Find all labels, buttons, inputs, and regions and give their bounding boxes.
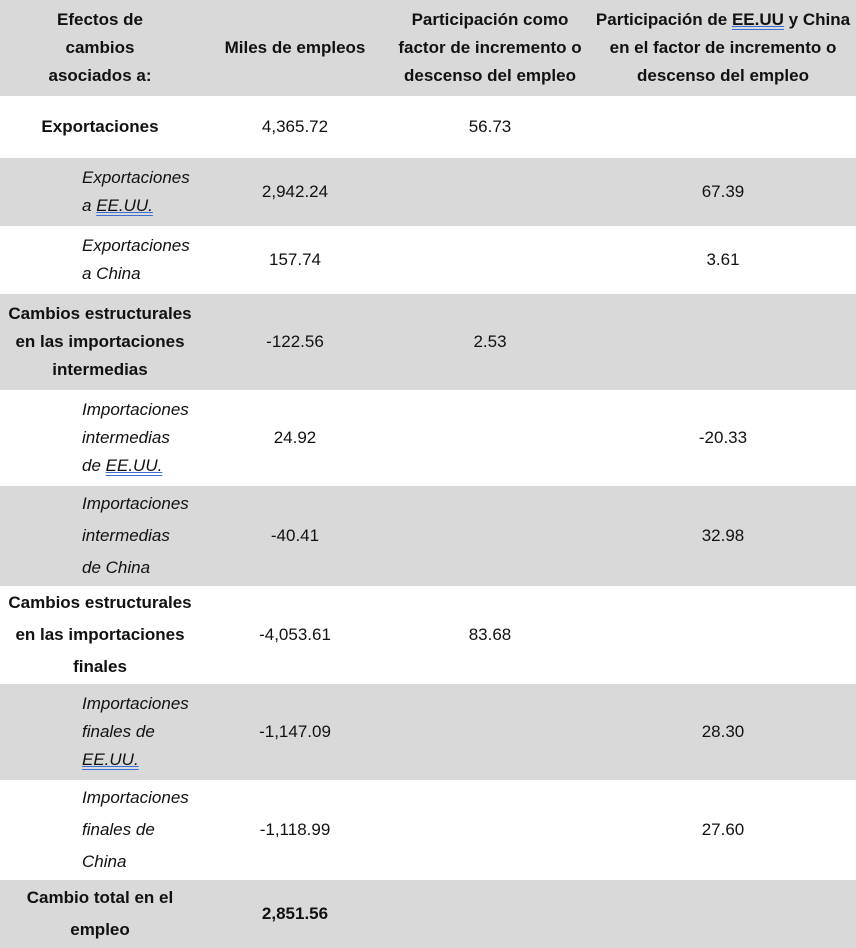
table-row <box>0 486 856 586</box>
row-label: Cambios estructurales en las importaciones finales <box>8 593 192 676</box>
row-label: Importaciones intermedias de China <box>0 486 200 586</box>
table-row <box>0 586 856 684</box>
label-text-underlined: EE.UU. <box>96 196 153 215</box>
cell-part: 56.73 <box>468 117 512 136</box>
label-text: Importaciones finales de <box>82 694 189 741</box>
cell-part-us-cn <box>590 96 856 158</box>
cell-part: 2.53 <box>390 294 590 390</box>
row-label <box>0 390 200 486</box>
cell-part <box>390 390 590 486</box>
row-label: Exportaciones a China <box>82 236 190 283</box>
cell-part-us-cn: 3.61 <box>706 250 740 269</box>
cell-miles: -40.41 <box>200 486 390 586</box>
table-row <box>0 780 856 880</box>
header-text-underlined: EE.UU <box>731 10 784 29</box>
label-text: Importaciones intermedias de <box>82 400 189 475</box>
header-thousand-jobs: Miles de empleos <box>200 0 390 96</box>
row-label: Importaciones finales de China <box>82 788 189 871</box>
cell-part-us-cn: -20.33 <box>698 428 748 447</box>
cell-part-us-cn: 28.30 <box>590 684 856 780</box>
table-row <box>0 294 856 390</box>
row-label: Cambio total en el empleo <box>0 880 200 948</box>
header-text: Participación de <box>595 10 732 29</box>
table-row <box>0 684 856 780</box>
label-text: Exportaciones a <box>82 168 190 215</box>
header-text: y China en el factor de incremento o descenso del empleo <box>609 10 851 85</box>
cell-part-us-cn <box>590 294 856 390</box>
cell-part-us-cn: 27.60 <box>701 820 745 839</box>
header-row <box>0 0 856 96</box>
header-effects: Efectos de cambios asociados a: <box>0 0 200 96</box>
label-text-underlined: EE.UU. <box>82 750 139 769</box>
cell-part-us-cn <box>590 880 856 948</box>
table-row <box>0 96 856 158</box>
label-text-underlined: EE.UU. <box>105 456 163 475</box>
cell-part: 83.68 <box>468 625 512 644</box>
cell-miles: -4,053.61 <box>259 625 331 644</box>
cell-part <box>390 158 590 226</box>
cell-part <box>390 684 590 780</box>
table-row <box>0 158 856 226</box>
header-participation: Participación como factor de incremento o descenso del empleo <box>390 0 590 96</box>
cell-part <box>390 780 590 880</box>
cell-miles: -1,147.09 <box>200 684 390 780</box>
table-row <box>0 226 856 294</box>
header-us-china-participation <box>590 0 856 96</box>
cell-miles: 4,365.72 <box>261 117 329 136</box>
cell-miles: 24.92 <box>273 428 317 447</box>
table-row <box>0 390 856 486</box>
cell-part-us-cn: 32.98 <box>590 486 856 586</box>
row-label <box>0 158 200 226</box>
cell-miles: -1,118.99 <box>259 820 331 839</box>
cell-miles: -122.56 <box>200 294 390 390</box>
cell-part <box>390 226 590 294</box>
cell-miles: 2,942.24 <box>200 158 390 226</box>
row-label: Cambios estructurales en las importaciones intermedias <box>0 294 200 390</box>
table-row <box>0 880 856 948</box>
row-label <box>0 684 200 780</box>
cell-part <box>390 880 590 948</box>
cell-part <box>390 486 590 586</box>
row-label: Exportaciones <box>41 117 159 136</box>
cell-part-us-cn: 67.39 <box>590 158 856 226</box>
cell-miles: 157.74 <box>269 250 321 269</box>
cell-part-us-cn <box>590 586 856 684</box>
cell-miles: 2,851.56 <box>200 880 390 948</box>
